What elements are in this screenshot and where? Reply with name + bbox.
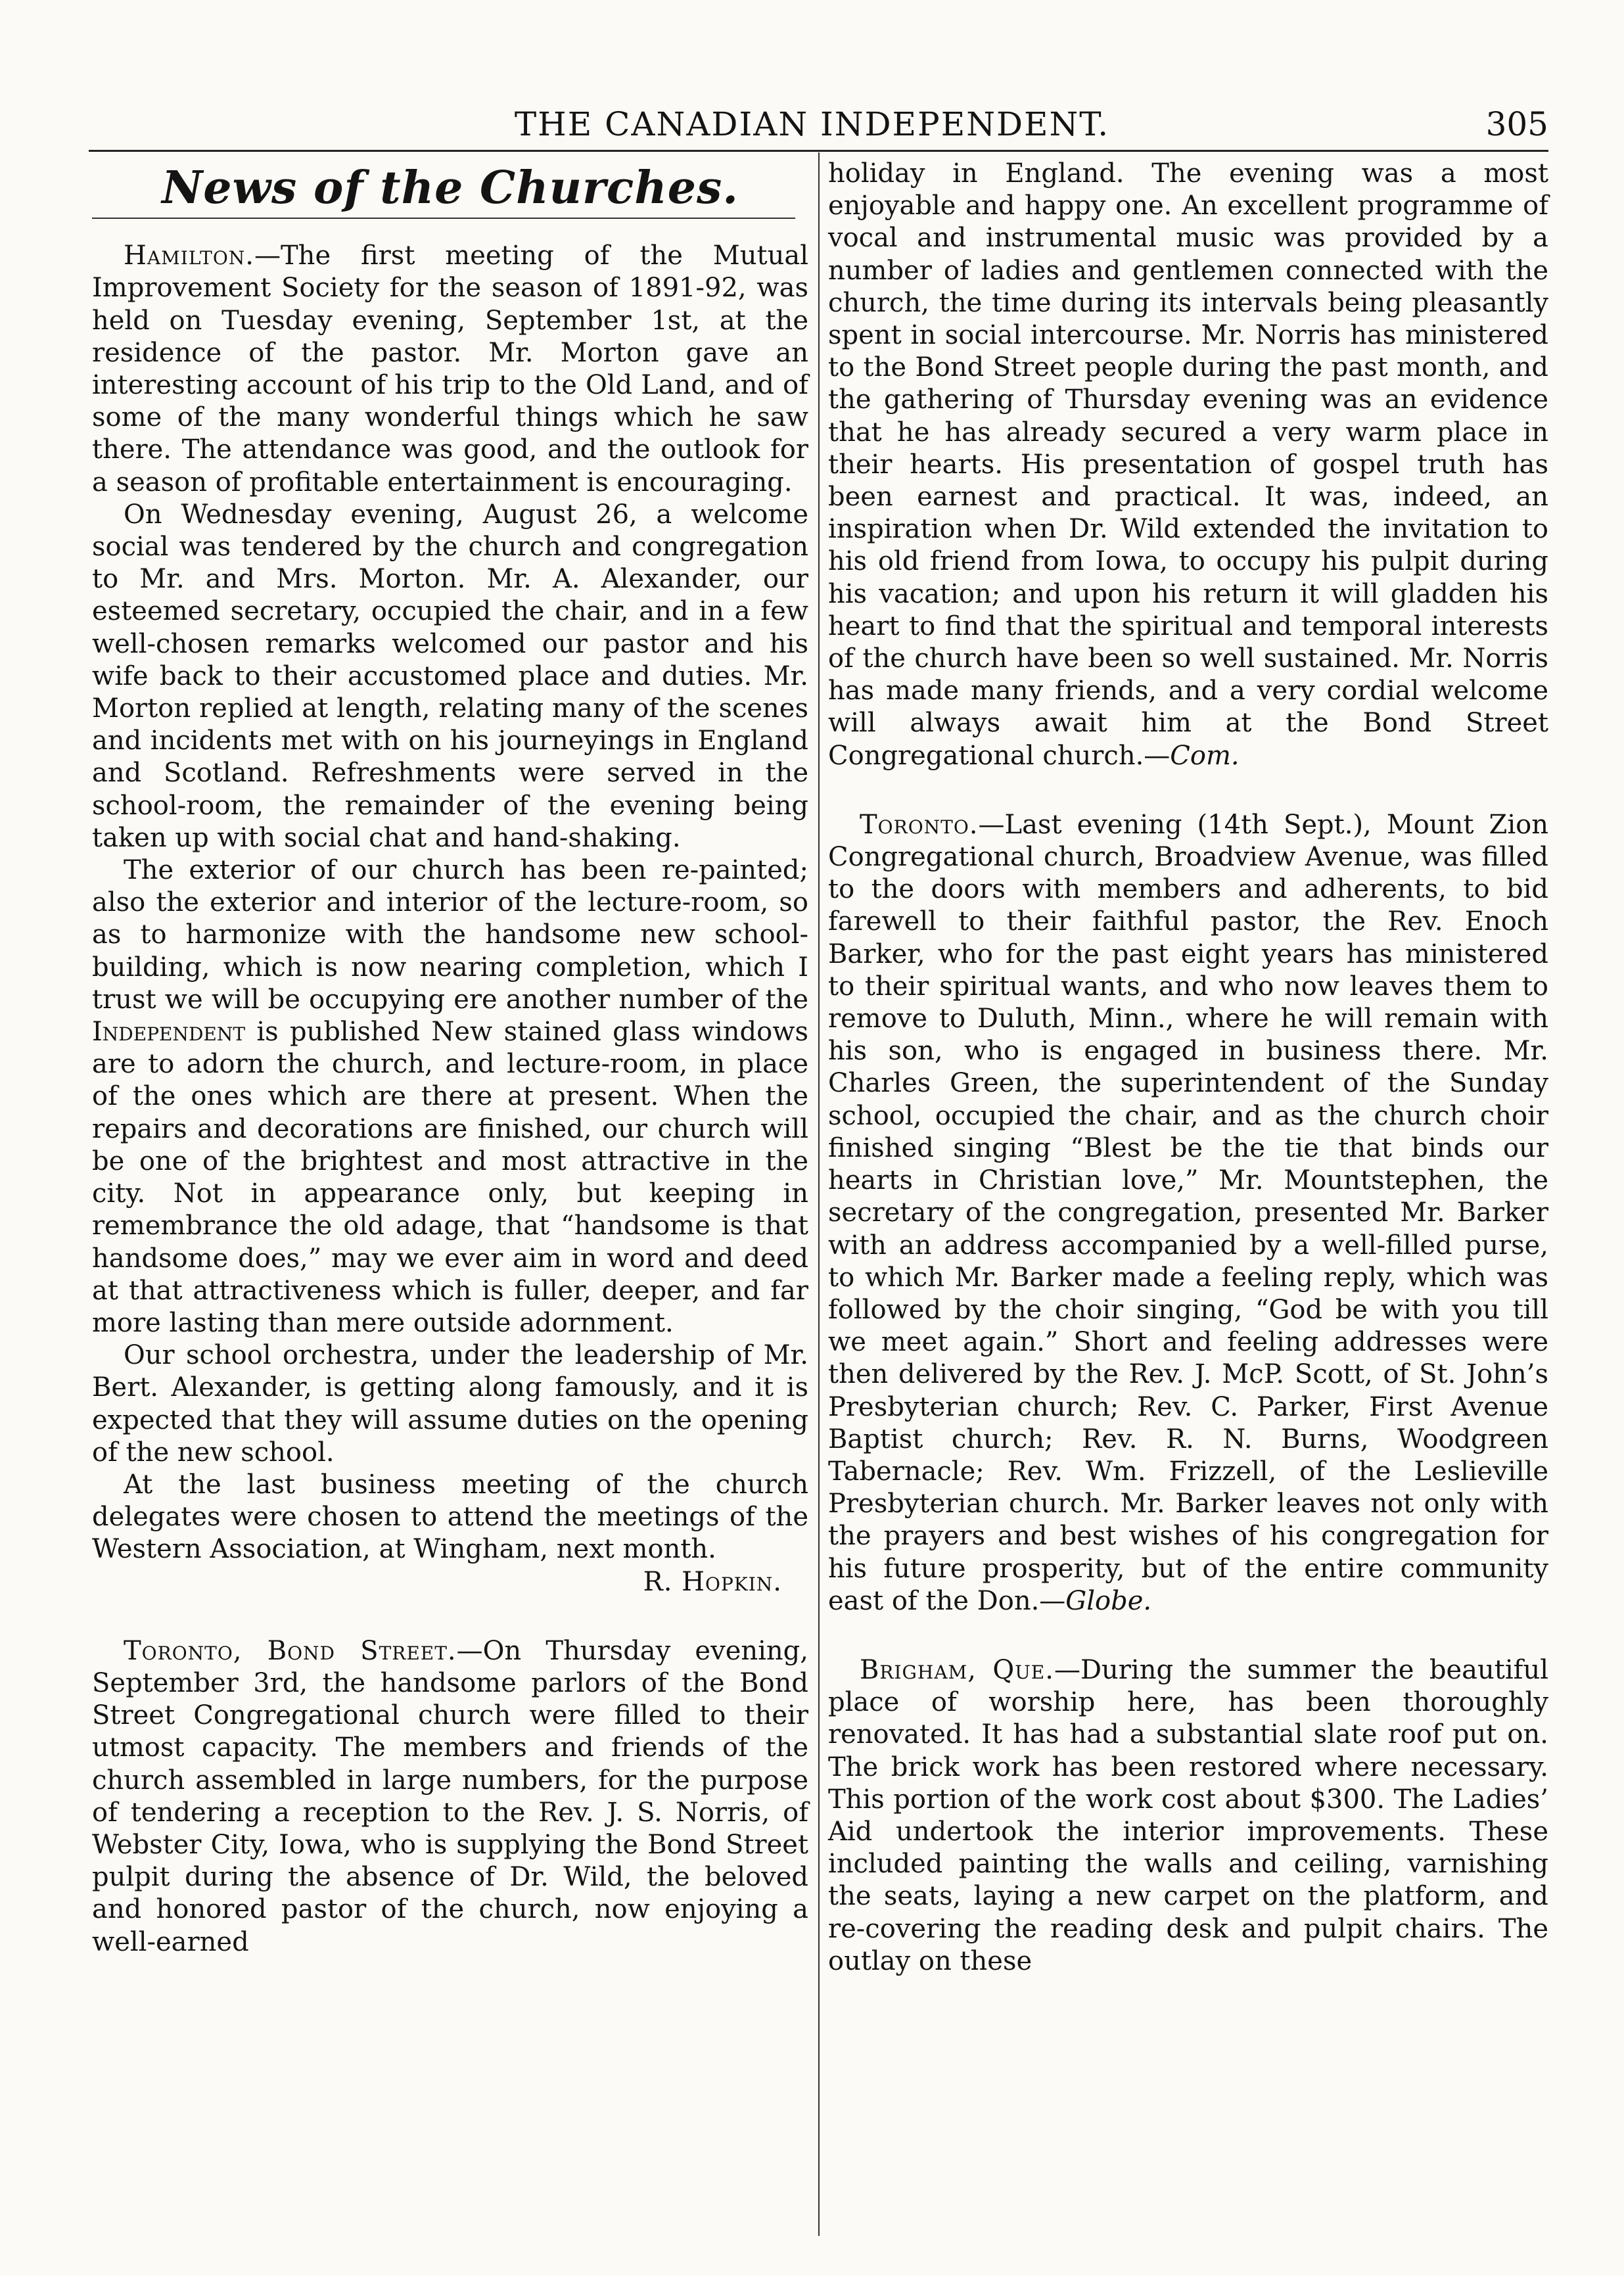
hamilton-paragraph-4: Our school orchestra, under the leadership of Mr. Bert. Alexander, is getting along famously, and it is expected that they will assume duties on the opening of the new school.: [92, 1340, 808, 1468]
bond-street-paragraph: Toronto, Bond Street.—On Thursday evening, September 3rd, the handsome parlors of the Bond Street Congregational church were filled to their utmost capacity. The members and friends of the church assembled in large numbers, for the purpose of tendering a reception to the Rev. J. S. Norris, of Webster City, Iowa, who is supplying the Bond Street pulpit during the absence of Dr. Wild, the beloved and honored pastor of the church, now enjoying a well-earned: [92, 1635, 808, 1957]
place-name: Toronto.: [860, 809, 979, 840]
toronto-paragraph: Toronto.—Last evening (14th Sept.), Mount Zion Congregational church, Broadview Avenue, was filled to the doors with members and adherents, to bid farewell to their faithful pastor, the Rev. Enoch Barker, who for the past eight years has ministered to their spiritual wants, and who now leaves them to remove to Duluth, Minn., where he will remain with his son, who is engaged in business there. Mr. Charles Green, the superintendent of the Sunday school, occupied the chair, and as the church choir finished singing “Blest be the tie that binds our hearts in Christian love,” Mr. Mountstephen, the secretary of the congregation, presented Mr. Barker with an address accompanied by a well-filled purse, to which Mr. Barker made a feeling reply, which was followed by the choir singing, “God be with you till we meet again.” Short and feeling addresses were then delivered by the Rev. J. McP. Scott, of St. John’s Presbyterian church; Rev. C. Parker, First Avenue Baptist church; Rev. R. N. Burns, Woodgreen Tabernacle; Rev. Wm. Frizzell, of the Leslieville Presbyterian church. Mr. Barker leaves not only with the prayers and best wishes of his congregation for his future prosperity, but of the entire community east of the Don.—Globe.: [828, 809, 1548, 1616]
signature: R. Hopkin.: [643, 1566, 782, 1597]
brigham-paragraph: Brigham, Que.—During the summer the beautiful place of worship here, has been thoroughly renovated. It has had a substantial slate roof put on. The brick work has been restored where necessary. This portion of the work cost about $300. The Ladies’ Aid undertook the interior improvements. These included painting the walls and ceiling, varnishing the seats, laying a new carpet on the platform, and re-covering the reading desk and pulpit chairs. The outlay on these: [828, 1654, 1549, 1976]
header-rule: [89, 150, 1548, 152]
hamilton-paragraph-2: On Wednesday evening, August 26, a welcome social was tendered by the church and congregation to Mr. and Mrs. Morton. Mr. A. Alexander, our esteemed secretary, occupied the chair, and in a few well-chosen remarks welcomed our pastor and his wife back to their accustomed place and duties. Mr. Morton replied at length, relating many of the scenes and incidents met with on his journeyings in England and Scotland. Refreshments were served in the school-room, the remainder of the evening being taken up with social chat and hand-shaking.: [92, 499, 808, 853]
hamilton-paragraph-5: At the last business meeting of the church delegates were chosen to attend the meetings of the Western Association, at Wingham, next month.: [92, 1469, 808, 1565]
left-column: [92, 158, 808, 1959]
bond-street-continued: holiday in England. The evening was a most enjoyable and happy one. An excellent programme of vocal and instrumental music was provided by a number of ladies and gentlemen connected with the church, the time during its intervals being pleasantly spent in social intercourse. Mr. Norris has ministered to the Bond Street people during the past month, and the gathering of Thursday evening was an evidence that he has already secured a very warm place in their hearts. His presentation of gospel truth has been earnest and practical. It was, indeed, an inspiration when Dr. Wild extended the invitation to his old friend from Iowa, to occupy his pulpit during his vacation; and upon his return it will gladden his heart to find that the spiritual and temporal interests of the church have been so well sustained. Mr. Norris has made many friends, and a very cordial welcome will always await him at the Bond Street Congregational church.—Com.: [828, 158, 1548, 771]
hamilton-paragraph-1: Hamilton.—The first meeting of the Mutual Improvement Society for the season of 1891-92, was held on Tuesday evening, September 1st, at the residence of the pastor. Mr. Morton gave an interesting account of his trip to the Old Land, and of some of the many wonderful things which he saw there. The attendance was good, and the outlook for a season of profitable entertainment is encouraging.: [92, 241, 808, 498]
publication-name: Independent: [92, 1017, 246, 1048]
source-credit: Com.: [1170, 740, 1240, 771]
place-name: Hamilton.: [124, 241, 254, 271]
title-rule: [92, 218, 795, 219]
page-number: 305: [1485, 105, 1548, 143]
place-name: Toronto, Bond Street.: [124, 1635, 457, 1666]
right-column: [828, 158, 1548, 1978]
running-head: [0, 105, 1624, 152]
section-title: News of the Churches.: [162, 162, 739, 214]
place-name: Brigham, Que.: [860, 1654, 1054, 1685]
hamilton-paragraph-3: The exterior of our church has been re-painted; also the exterior and interior of the lecture-room, so as to harmonize with the handsome new school-building, which is now nearing completion, which I trust we will be occupying ere another number of the Independent is published New stained glass windows are to adorn the church, and lecture-room, in place of the ones which are there at present. When the repairs and decorations are finished, our church will be one of the brightest and most attractive in the city. Not in appearance only, but keeping in remembrance the old adage, that “handsome is that handsome does,” may we ever aim in word and deed at that attractiveness which is fuller, deeper, and far more lasting than mere outside adornment.: [92, 855, 808, 1338]
column-rule: [818, 152, 820, 2236]
source-credit: Globe.: [1065, 1585, 1152, 1616]
running-title: THE CANADIAN INDEPENDENT.: [514, 105, 1110, 143]
